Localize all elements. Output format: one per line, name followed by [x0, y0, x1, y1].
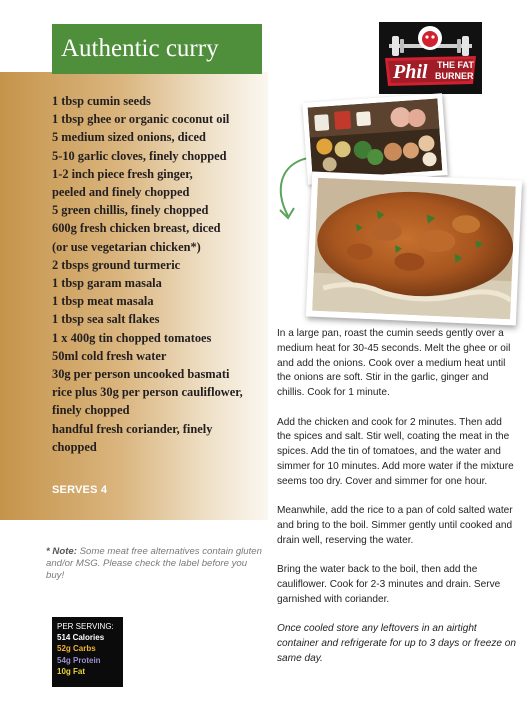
ingredient-line: peeled and finely chopped: [52, 185, 190, 200]
ingredient-line: 1 tbsp meat masala: [52, 294, 154, 309]
ingredient-line: 1 tbsp sea salt flakes: [52, 312, 160, 327]
curry-dish-image: [312, 178, 516, 320]
calories-value: 514 Calories: [57, 633, 105, 643]
logo-line2: BURNER: [435, 71, 474, 81]
storage-tip: Once cooled store any leftovers in an airtight container and refrigerate for up to 3 days or freeze on same day.: [277, 623, 517, 664]
carbs-value: 52g Carbs: [57, 644, 96, 654]
ingredient-line: 600g fresh chicken breast, diced: [52, 221, 221, 236]
ingredient-line: 1 tbsp cumin seeds: [52, 94, 151, 108]
ingredient-line: handful fresh coriander, finely: [52, 421, 213, 436]
ingredient-line: 5 green chillis, finely chopped: [52, 203, 209, 218]
nutrition-box: [52, 617, 123, 687]
ingredient-line: 2 tbsps ground turmeric: [52, 257, 181, 272]
finished-curry-photo: [306, 171, 522, 325]
ingredient-line: 1 tbsp ghee or organic coconut oil: [52, 112, 230, 127]
ingredient-line: finely chopped: [52, 403, 130, 418]
ingredient-line: 30g per person uncooked basmati: [52, 367, 230, 382]
ingredient-line: chopped: [52, 439, 97, 454]
ingredient-line: rice plus 30g per person cauliflower,: [52, 385, 243, 400]
ingredient-line: 1 tbsp garam masala: [52, 276, 162, 291]
recipe-title: [52, 24, 262, 74]
ingredient-line: 5 medium sized onions, diced: [52, 130, 206, 145]
recipe-title-text: Authentic curry: [61, 35, 219, 62]
vegetarian-note: [46, 546, 266, 583]
note-text: Some meat free alternatives contain gluten and/or MSG. Please check the label before you buy!: [46, 546, 262, 582]
ingredient-list: [52, 92, 264, 456]
note-label: * Note:: [46, 546, 77, 557]
protein-value: 54g Protein: [57, 655, 101, 665]
per-serving-label: PER SERVING:: [57, 622, 114, 631]
method-step: In a large pan, roast the cumin seeds gently over a medium heat for 30-45 seconds. Melt the ghee or oil and add the onions. Cook over a medium heat until the onions are soft. Stir in the garlic, ginger and chillis. Cook for 1 minute.: [277, 328, 511, 399]
fat-value: 10g Fat: [57, 666, 86, 676]
ingredient-line: 1-2 inch piece fresh ginger,: [52, 166, 193, 181]
method-step: Meanwhile, add the rice to a pan of cold salted water and bring to the boil. Simmer gently until cooked and drain well, reserving the water.: [277, 505, 513, 546]
method-step: Add the chicken and cook for 2 minutes. Then add the spices and salt. Stir well, coating the meat in the spices. Add the tin of tomatoes, and the water and simmer for 10 minutes. Add more water if the mixture seems too dry. Cover and simmer for one hour.: [277, 416, 514, 487]
ingredient-line: 50ml cold fresh water: [52, 348, 167, 363]
method-step: Bring the water back to the boil, then add the cauliflower. Cook for 2-3 minutes and drain. Serve garnished with coriander.: [277, 564, 501, 605]
phil-the-fat-burner-logo: [379, 22, 482, 94]
ingredient-line: (or use vegetarian chicken*): [52, 239, 201, 254]
method-text: [277, 327, 517, 681]
logo-line1: THE FAT: [437, 60, 474, 70]
raw-ingredients-image: [308, 99, 443, 180]
logo-graphic: [379, 22, 482, 94]
ingredient-line: 5-10 garlic cloves, finely chopped: [52, 148, 227, 163]
logo-name: Phil: [393, 61, 428, 83]
ingredient-line: 1 x 400g tin chopped tomatoes: [52, 330, 212, 345]
serves-label: SERVES 4: [52, 484, 108, 496]
